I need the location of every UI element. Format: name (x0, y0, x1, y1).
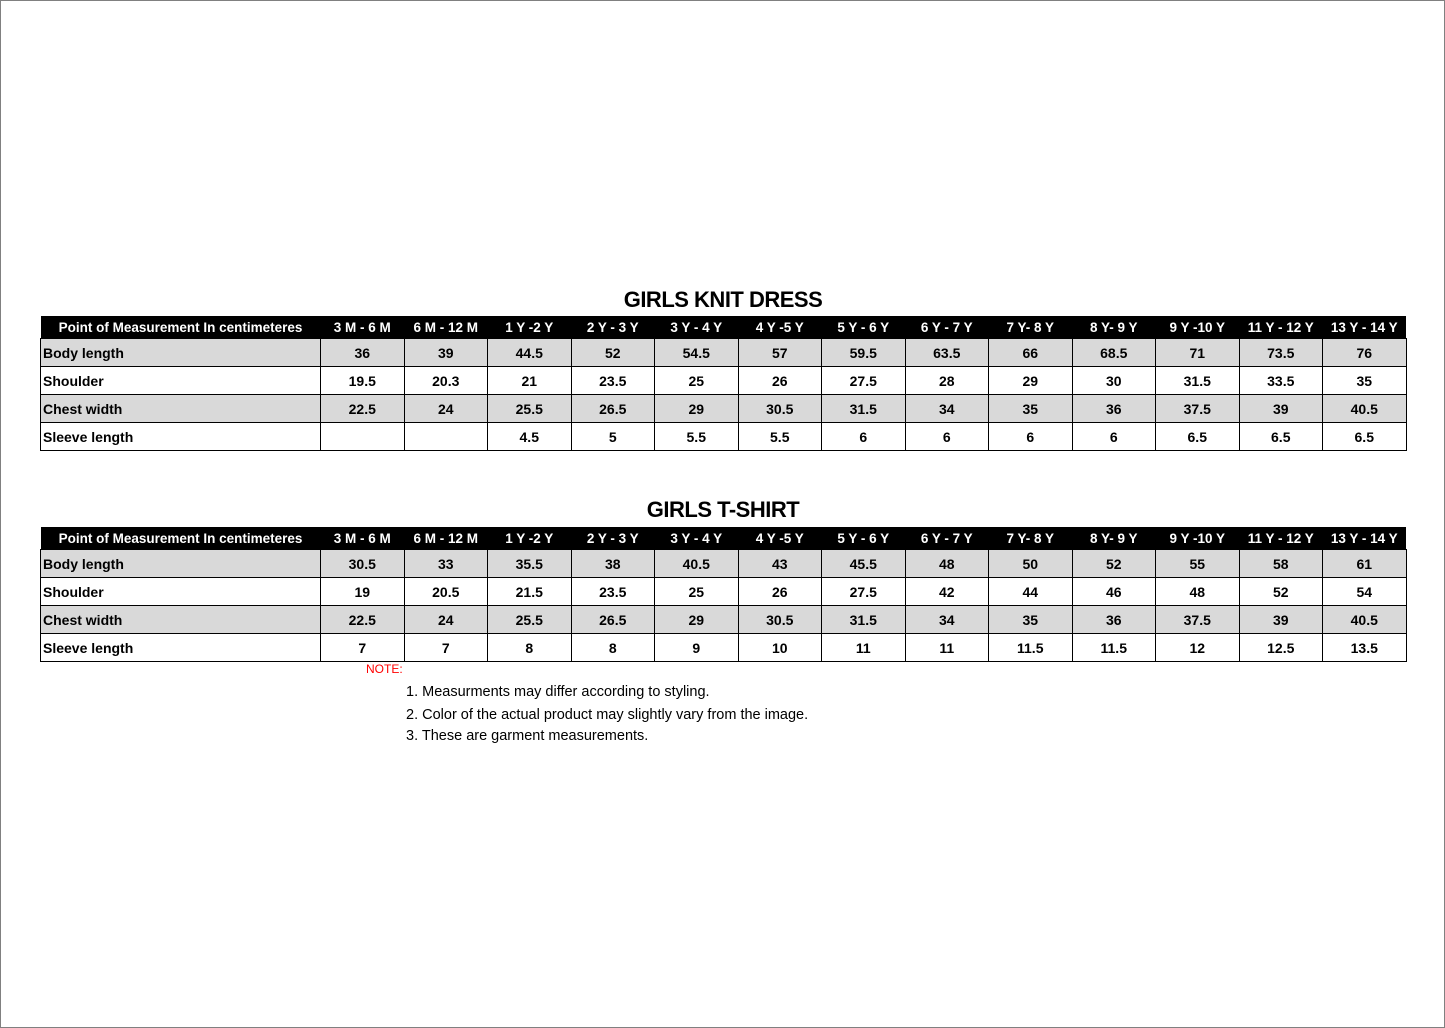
table-row (41, 550, 1407, 578)
row-label: Chest width (41, 606, 321, 634)
row-label: Chest width (41, 395, 321, 423)
measurement-cell: 26.5 (571, 606, 655, 634)
note-item-1: 1. Measurments may differ according to styling. (406, 684, 710, 700)
size-header: 8 Y- 9 Y (1072, 316, 1156, 339)
measurement-cell: 25 (655, 578, 739, 606)
measurement-cell: 66 (989, 339, 1073, 367)
size-header: 6 M - 12 M (404, 316, 488, 339)
measurement-cell: 36 (321, 339, 405, 367)
measurement-cell: 22.5 (321, 395, 405, 423)
measurement-cell: 35 (1323, 367, 1407, 395)
measurement-cell: 6 (1072, 423, 1156, 451)
measurement-cell: 29 (655, 606, 739, 634)
table-row (41, 578, 1407, 606)
size-header: 13 Y - 14 Y (1323, 316, 1407, 339)
size-header: 8 Y- 9 Y (1072, 527, 1156, 550)
size-header: 5 Y - 6 Y (822, 316, 906, 339)
measurement-cell: 12.5 (1239, 634, 1323, 662)
measurement-cell: 20.5 (404, 578, 488, 606)
size-header: 4 Y -5 Y (738, 316, 822, 339)
size-header: 4 Y -5 Y (738, 527, 822, 550)
measurement-cell: 71 (1156, 339, 1240, 367)
size-header: 5 Y - 6 Y (822, 527, 906, 550)
size-header: 6 Y - 7 Y (905, 527, 989, 550)
size-header: 1 Y -2 Y (488, 316, 572, 339)
measurement-cell: 24 (404, 606, 488, 634)
measurement-cell: 37.5 (1156, 395, 1240, 423)
measurement-cell: 55 (1156, 550, 1240, 578)
measurement-cell: 7 (404, 634, 488, 662)
measurement-cell: 52 (1072, 550, 1156, 578)
measurement-cell: 24 (404, 395, 488, 423)
measurement-cell: 25 (655, 367, 739, 395)
measurement-cell: 6 (905, 423, 989, 451)
measurement-cell: 29 (655, 395, 739, 423)
measurement-cell: 13.5 (1323, 634, 1407, 662)
tshirt-title: GIRLS T-SHIRT (646, 497, 800, 522)
measurement-cell: 31.5 (1156, 367, 1240, 395)
measurement-cell: 26 (738, 578, 822, 606)
note-item-3: 3. These are garment measurements. (406, 728, 649, 744)
measurement-cell: 61 (1323, 550, 1407, 578)
measurement-cell: 31.5 (822, 606, 906, 634)
measurement-cell: 9 (655, 634, 739, 662)
measurement-cell: 23.5 (571, 578, 655, 606)
size-header: 6 M - 12 M (404, 527, 488, 550)
measurement-cell: 30.5 (738, 606, 822, 634)
size-header: 2 Y - 3 Y (571, 527, 655, 550)
size-header: 3 M - 6 M (321, 527, 405, 550)
size-header: 9 Y -10 Y (1156, 316, 1240, 339)
measurement-cell: 57 (738, 339, 822, 367)
measurement-cell: 5.5 (738, 423, 822, 451)
measurement-cell: 11 (822, 634, 906, 662)
measurement-cell: 40.5 (1323, 606, 1407, 634)
measurement-cell: 11.5 (989, 634, 1073, 662)
row-label: Shoulder (41, 367, 321, 395)
size-header: 2 Y - 3 Y (571, 316, 655, 339)
measurement-cell: 21.5 (488, 578, 572, 606)
measurement-cell: 40.5 (1323, 395, 1407, 423)
measurement-cell: 34 (905, 606, 989, 634)
measurement-cell: 7 (321, 634, 405, 662)
measurement-cell: 21 (488, 367, 572, 395)
measurement-cell: 43 (738, 550, 822, 578)
header-label: Point of Measurement In centimeteres (41, 527, 321, 550)
measurement-cell: 27.5 (822, 578, 906, 606)
measurement-cell: 25.5 (488, 606, 572, 634)
measurement-cell: 27.5 (822, 367, 906, 395)
measurement-cell: 76 (1323, 339, 1407, 367)
measurement-cell: 5.5 (655, 423, 739, 451)
tshirt-size-table (40, 527, 1407, 662)
measurement-cell: 42 (905, 578, 989, 606)
measurement-cell: 6.5 (1323, 423, 1407, 451)
measurement-cell: 40.5 (655, 550, 739, 578)
measurement-cell: 8 (571, 634, 655, 662)
measurement-cell: 39 (1239, 606, 1323, 634)
measurement-cell: 45.5 (822, 550, 906, 578)
measurement-cell: 48 (1156, 578, 1240, 606)
knit-dress-title: GIRLS KNIT DRESS (623, 287, 823, 312)
measurement-cell: 35 (989, 395, 1073, 423)
size-header: 11 Y - 12 Y (1239, 316, 1323, 339)
measurement-cell: 26.5 (571, 395, 655, 423)
measurement-cell: 11 (905, 634, 989, 662)
row-label: Sleeve length (41, 423, 321, 451)
table-row (41, 395, 1407, 423)
measurement-cell: 6.5 (1156, 423, 1240, 451)
measurement-cell: 20.3 (404, 367, 488, 395)
measurement-cell: 26 (738, 367, 822, 395)
note-label: NOTE: (366, 662, 403, 676)
measurement-cell: 29 (989, 367, 1073, 395)
measurement-cell: 58 (1239, 550, 1323, 578)
measurement-cell: 54.5 (655, 339, 739, 367)
knit-dress-size-table (40, 316, 1407, 451)
measurement-cell: 11.5 (1072, 634, 1156, 662)
measurement-cell: 25.5 (488, 395, 572, 423)
size-header: 7 Y- 8 Y (989, 316, 1073, 339)
measurement-cell: 73.5 (1239, 339, 1323, 367)
measurement-cell: 63.5 (905, 339, 989, 367)
size-header: 13 Y - 14 Y (1323, 527, 1407, 550)
measurement-cell: 6 (989, 423, 1073, 451)
measurement-cell: 30 (1072, 367, 1156, 395)
row-label: Shoulder (41, 578, 321, 606)
measurement-cell: 39 (1239, 395, 1323, 423)
header-label: Point of Measurement In centimeteres (41, 316, 321, 339)
measurement-cell: 52 (571, 339, 655, 367)
measurement-cell: 68.5 (1072, 339, 1156, 367)
measurement-cell: 59.5 (822, 339, 906, 367)
measurement-cell (404, 423, 488, 451)
measurement-cell: 44.5 (488, 339, 572, 367)
measurement-cell: 23.5 (571, 367, 655, 395)
size-header: 1 Y -2 Y (488, 527, 572, 550)
header-row (41, 316, 1407, 339)
measurement-cell: 12 (1156, 634, 1240, 662)
row-label: Body length (41, 550, 321, 578)
header-row (41, 527, 1407, 550)
table-row (41, 606, 1407, 634)
measurement-cell: 36 (1072, 606, 1156, 634)
measurement-cell: 33.5 (1239, 367, 1323, 395)
measurement-cell: 30.5 (321, 550, 405, 578)
measurement-cell: 4.5 (488, 423, 572, 451)
size-header: 9 Y -10 Y (1156, 527, 1240, 550)
size-header: 3 M - 6 M (321, 316, 405, 339)
measurement-cell: 52 (1239, 578, 1323, 606)
measurement-cell (321, 423, 405, 451)
measurement-cell: 10 (738, 634, 822, 662)
measurement-cell: 30.5 (738, 395, 822, 423)
measurement-cell: 34 (905, 395, 989, 423)
measurement-cell: 28 (905, 367, 989, 395)
measurement-cell: 31.5 (822, 395, 906, 423)
table-row (41, 423, 1407, 451)
measurement-cell: 8 (488, 634, 572, 662)
row-label: Body length (41, 339, 321, 367)
measurement-cell: 44 (989, 578, 1073, 606)
measurement-cell: 6.5 (1239, 423, 1323, 451)
note-item-2: 2. Color of the actual product may slightly vary from the image. (406, 707, 809, 723)
measurement-cell: 48 (905, 550, 989, 578)
measurement-cell: 6 (822, 423, 906, 451)
measurement-cell: 5 (571, 423, 655, 451)
measurement-cell: 35.5 (488, 550, 572, 578)
measurement-cell: 46 (1072, 578, 1156, 606)
measurement-cell: 37.5 (1156, 606, 1240, 634)
row-label: Sleeve length (41, 634, 321, 662)
table-row (41, 634, 1407, 662)
measurement-cell: 54 (1323, 578, 1407, 606)
measurement-cell: 33 (404, 550, 488, 578)
measurement-cell: 50 (989, 550, 1073, 578)
measurement-cell: 19 (321, 578, 405, 606)
size-header: 6 Y - 7 Y (905, 316, 989, 339)
measurement-cell: 22.5 (321, 606, 405, 634)
measurement-cell: 19.5 (321, 367, 405, 395)
size-header: 11 Y - 12 Y (1239, 527, 1323, 550)
size-header: 7 Y- 8 Y (989, 527, 1073, 550)
table-row (41, 339, 1407, 367)
table-row (41, 367, 1407, 395)
measurement-cell: 36 (1072, 395, 1156, 423)
size-header: 3 Y - 4 Y (655, 316, 739, 339)
measurement-cell: 39 (404, 339, 488, 367)
size-header: 3 Y - 4 Y (655, 527, 739, 550)
measurement-cell: 35 (989, 606, 1073, 634)
measurement-cell: 38 (571, 550, 655, 578)
